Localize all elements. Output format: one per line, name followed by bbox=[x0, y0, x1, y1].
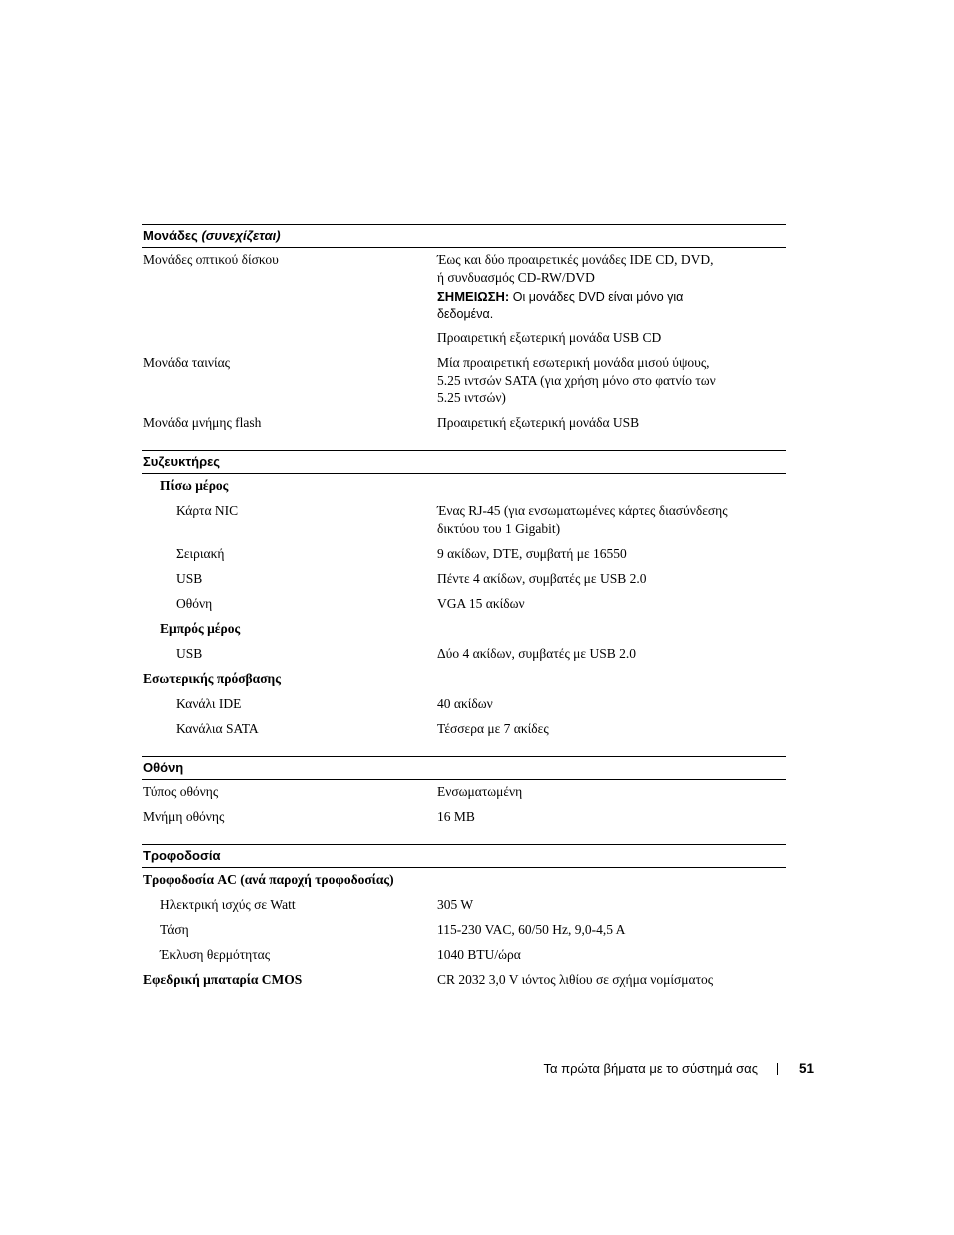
spec-label: Μονάδες οπτικού δίσκου bbox=[143, 252, 279, 267]
spec-row-video bbox=[142, 595, 786, 613]
section-title: Τροφοδοσία bbox=[143, 847, 221, 863]
spec-row-front bbox=[142, 620, 786, 638]
spec-value: 9 ακίδων, DTE, συμβατή με 16550 bbox=[437, 545, 627, 561]
spec-value bbox=[437, 502, 786, 537]
spec-subheading: Εσωτερικής πρόσβασης bbox=[143, 670, 281, 686]
spec-value: 115-230 VAC, 60/50 Hz, 9,0-4,5 A bbox=[437, 921, 626, 937]
spec-subheading: Τροφοδοσία AC (ανά παροχή τροφοδοσίας) bbox=[143, 871, 394, 887]
spec-value: CR 2032 3,0 V ιόντος λιθίου σε σχήμα νομίσματος bbox=[437, 971, 714, 987]
spec-value: Ενσωματωμένη bbox=[437, 783, 523, 799]
spec-value-line: 5.25 ιντσών) bbox=[437, 390, 506, 405]
spec-row-voltage bbox=[142, 921, 786, 939]
section-header-display bbox=[142, 756, 786, 780]
section-connectors bbox=[142, 450, 786, 756]
spec-value-line: Μία προαιρετική εσωτερική μονάδα μισού ύψους, bbox=[437, 355, 710, 370]
spec-row-display-type bbox=[142, 783, 786, 801]
spec-label: Σειριακή bbox=[176, 545, 225, 561]
spec-row-flash bbox=[142, 414, 786, 432]
section-drives bbox=[142, 224, 786, 450]
spec-label: Ηλεκτρική ισχύς σε Watt bbox=[160, 896, 296, 912]
spec-row-ac bbox=[142, 871, 786, 889]
spec-value: 40 ακίδων bbox=[437, 695, 493, 711]
note bbox=[437, 288, 786, 323]
page-footer bbox=[543, 1061, 814, 1076]
spec-value: Προαιρετική εξωτερική μονάδα USB bbox=[437, 415, 640, 430]
section-title: Οθόνη bbox=[143, 759, 184, 775]
spec-row-internal bbox=[142, 670, 786, 688]
note-text: δεδομένα. bbox=[437, 307, 494, 321]
section-display bbox=[142, 756, 786, 844]
spec-row-serial bbox=[142, 545, 786, 563]
spec-label: Μνήμη οθόνης bbox=[143, 808, 225, 824]
spec-subheading: Πίσω μέρος bbox=[160, 478, 229, 493]
spec-value: VGA 15 ακίδων bbox=[437, 595, 525, 611]
page-number: 51 bbox=[798, 1061, 814, 1076]
section-header-drives bbox=[142, 224, 786, 248]
spec-label: Έκλυση θερμότητας bbox=[160, 946, 271, 962]
spec-label: Μονάδα μνήμης flash bbox=[143, 415, 262, 430]
spec-row-sata bbox=[142, 720, 786, 738]
spec-row-watt bbox=[142, 896, 786, 914]
section-title: Μονάδες bbox=[143, 228, 198, 243]
section-power bbox=[142, 844, 786, 1007]
spec-value: Δύο 4 ακίδων, συμβατές με USB 2.0 bbox=[437, 645, 636, 661]
spec-table bbox=[142, 224, 786, 1007]
spec-row-usb-back bbox=[142, 570, 786, 588]
spec-value bbox=[437, 354, 786, 407]
spec-value-line: Ένας RJ-45 (για ενσωματωμένες κάρτες διασύνδεσης bbox=[437, 503, 728, 518]
spec-label: Κανάλι IDE bbox=[176, 695, 242, 711]
note-label: ΣΗΜΕΙΩΣΗ: bbox=[437, 289, 510, 304]
spec-value-line: Προαιρετική εξωτερική μονάδα USB CD bbox=[437, 330, 662, 345]
note-text: Οι μονάδες DVD είναι μόνο για bbox=[512, 290, 684, 304]
spec-value: 305 W bbox=[437, 896, 474, 912]
section-header-connectors bbox=[142, 450, 786, 474]
spec-value-line: Έως και δύο προαιρετικές μονάδες IDE CD, DVD, bbox=[437, 252, 714, 267]
spec-label: USB bbox=[176, 645, 203, 661]
spec-row-display-memory bbox=[142, 808, 786, 826]
spec-value: Τέσσερα με 7 ακίδες bbox=[437, 720, 549, 736]
spec-label: Τάση bbox=[160, 921, 189, 937]
footer-separator bbox=[777, 1063, 778, 1075]
spec-label: USB bbox=[176, 570, 203, 586]
spec-row-cmos bbox=[142, 971, 786, 989]
spec-value bbox=[437, 251, 786, 347]
spec-value: Πέντε 4 ακίδων, συμβατές με USB 2.0 bbox=[437, 570, 647, 586]
section-header-power bbox=[142, 844, 786, 868]
spec-row-tape bbox=[142, 354, 786, 407]
section-title-suffix: (συνεχίζεται) bbox=[201, 228, 281, 243]
spec-label: Μονάδα ταινίας bbox=[143, 355, 231, 370]
spec-label: Κανάλια SATA bbox=[176, 720, 259, 736]
spec-subheading: Εφεδρική μπαταρία CMOS bbox=[143, 971, 303, 987]
spec-row-usb-front bbox=[142, 645, 786, 663]
spec-label: Κάρτα NIC bbox=[176, 503, 239, 518]
spec-value-line: 5.25 ιντσών SATA (για χρήση μόνο στο φατνίο των bbox=[437, 372, 716, 388]
spec-row-optical bbox=[142, 251, 786, 347]
spec-row-heat bbox=[142, 946, 786, 964]
spec-subheading: Εμπρός μέρος bbox=[160, 620, 241, 636]
section-title: Συζευκτήρες bbox=[143, 454, 221, 469]
spec-value-line: ή συνδυασμός CD-RW/DVD bbox=[437, 269, 595, 285]
spec-row-back bbox=[142, 477, 786, 495]
spec-label: Οθόνη bbox=[176, 595, 213, 611]
spec-value-line: δικτύου του 1 Gigabit) bbox=[437, 520, 561, 536]
spec-value: 1040 BTU/ώρα bbox=[437, 946, 521, 962]
spec-value: 16 MB bbox=[437, 808, 475, 824]
chapter-title: Τα πρώτα βήματα με το σύστημά σας bbox=[543, 1061, 758, 1076]
spec-row-ide bbox=[142, 695, 786, 713]
spec-label: Τύπος οθόνης bbox=[143, 783, 219, 799]
spec-row-nic bbox=[142, 502, 786, 537]
